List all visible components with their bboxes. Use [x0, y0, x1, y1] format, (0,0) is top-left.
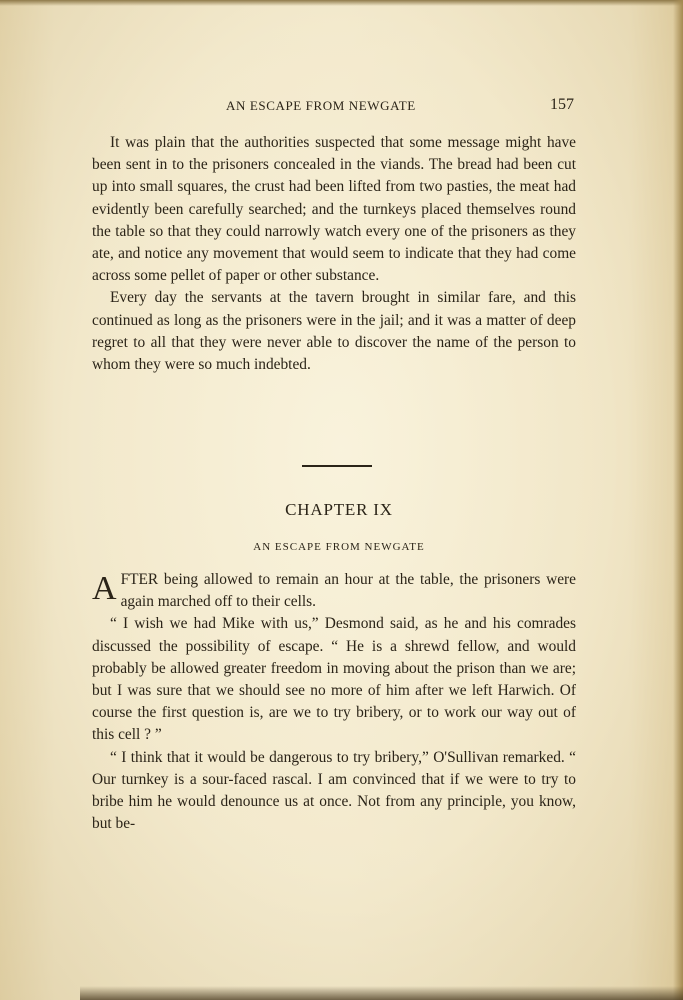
chapter-title: CHAPTER IX	[285, 500, 393, 519]
running-title: AN ESCAPE FROM NEWGATE	[226, 98, 416, 113]
opening-paragraph-text: FTER being allowed to remain an hour at the table, the prisoners were again marched off to their cells.	[120, 571, 576, 611]
chapter-subtitle: AN ESCAPE FROM NEWGATE	[253, 541, 425, 553]
page-bottom-shadow	[80, 986, 683, 1000]
paragraph: It was plain that the authorities suspected that some message might have been sent in to the prisoners concealed in the viands. The bread had been cut up into small squares, the crust had been lifted from two pasties, the meat had evidently been carefully searched; and the turnkeys placed themselves round the table so that they could narrowly watch every one of the prisoners as they ate, and notice any movement that would seem to indicate that they had come across some pellet of paper or other substance.	[92, 134, 576, 285]
paragraph: “ I think that it would be dangerous to try bribery,” O'Sullivan remarked. “ Our turnkey is a sour-faced rascal. I am convinced that if we were to try to bribe him he would denounce us at once. Not from any principle, you know, but be-	[92, 748, 576, 833]
page-top-edge	[0, 0, 683, 6]
page-right-edge	[673, 0, 683, 1000]
page-header	[92, 96, 576, 118]
drop-cap: A	[92, 570, 117, 607]
section-divider	[302, 465, 372, 467]
chapter-text	[92, 569, 576, 835]
page-number: 157	[550, 96, 574, 113]
opening-paragraph	[92, 569, 576, 613]
paragraph: “ I wish we had Mike with us,” Desmond said, as he and his comrades discussed the possibility of escape. “ He is a shrewd fellow, and would probably be allowed greater freedom in moving about the prison than we are; but I was sure that we should see no more of him after we left Harwich. Of course the first question is, are we to try bribery, or to work our way out of this cell ? ”	[92, 615, 576, 744]
paragraph: Every day the servants at the tavern brought in similar fare, and this continued as long as the prisoners were in the jail; and it was a matter of deep regret to all that they were never able to discover the name of the person to whom they were so much indebted.	[92, 289, 576, 374]
preceding-text	[92, 132, 576, 376]
